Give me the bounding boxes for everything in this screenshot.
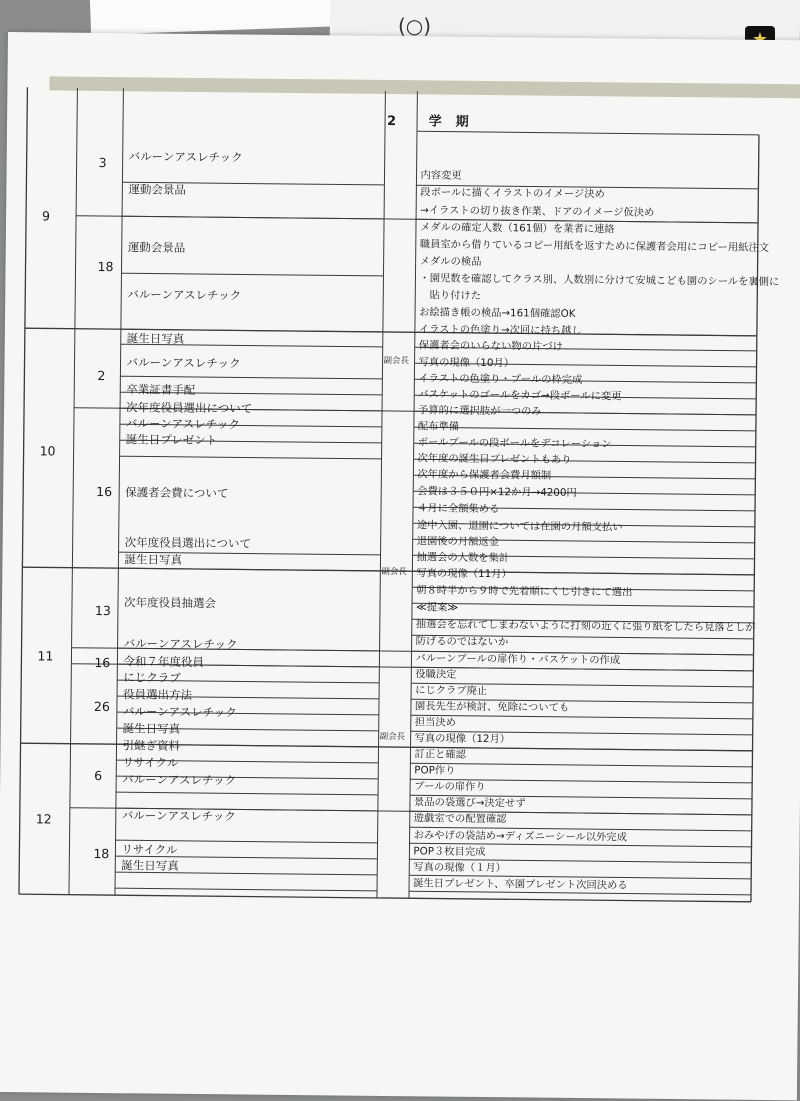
topic-row-line xyxy=(120,376,382,379)
note-row-line xyxy=(412,603,754,607)
topic-cell: バルーンアスレチック xyxy=(126,355,241,371)
note-row-line xyxy=(409,891,751,895)
topic-cell: にじクラブ xyxy=(123,670,181,685)
topic-cell: 卒業証書手配 xyxy=(126,382,196,397)
note-cell: イラストの色塗り→次回に持ち越し xyxy=(418,323,582,338)
note-cell: 担当決め xyxy=(414,716,457,729)
role-tag: 副会長 xyxy=(381,566,407,578)
topic-row-line xyxy=(122,216,384,219)
topic-cell: バルーンアスレチック xyxy=(125,416,240,432)
note-cell: POP作り xyxy=(414,764,456,777)
note-cell: 抽選会の人数を集計 xyxy=(416,551,510,565)
note-cell: にじクラブ廃止 xyxy=(415,684,488,698)
day-label: 18 xyxy=(97,258,114,275)
topic-row-line xyxy=(118,568,380,571)
topic-row-line xyxy=(115,888,377,891)
note-cell: プールの扉作り xyxy=(414,780,486,794)
note-cell: 貼り付けた xyxy=(419,289,482,302)
note-cell: 抽選会を忘れてしまわないように打刻の近くに張り紙をしたら見落としが xyxy=(415,618,756,634)
note-row-line xyxy=(414,427,756,431)
day-label: 16 xyxy=(94,654,111,671)
role-column-line xyxy=(409,91,417,898)
topic-cell: 運動会景品 xyxy=(128,182,186,197)
day-label: 6 xyxy=(94,767,103,784)
note-cell: メダルの確定人数（161個）を業者に連絡 xyxy=(419,221,615,236)
note-cell: お絵描き帳の検品→161個確認OK xyxy=(419,306,576,320)
note-cell: ４月に全額集める xyxy=(416,502,500,516)
day-label: 26 xyxy=(93,698,110,715)
topic-cell: 誕生日プレゼント xyxy=(125,432,218,448)
note-cell: 写真の現像（12月） xyxy=(414,732,511,746)
note-cell: 役職決定 xyxy=(415,668,457,681)
month-label: 10 xyxy=(39,443,56,459)
note-cell: 職員室から借りているコピー用紙を返すために保護者会用にコピー用紙注文 xyxy=(419,238,770,254)
topic-cell: リサイクル xyxy=(121,842,178,857)
table-border-bottom xyxy=(19,894,751,902)
note-cell: メダルの検品 xyxy=(419,255,482,268)
role-tag: 副会長 xyxy=(379,731,406,743)
topic-cell: 保護者会費について xyxy=(125,485,229,501)
topic-cell: 誕生日写真 xyxy=(126,331,185,346)
topic-cell: リサイクル xyxy=(122,755,179,770)
note-cell: 園長先生が検討、免除についても xyxy=(414,700,570,714)
topic-cell: バルーンアスレチック xyxy=(122,772,237,788)
topic-column-line xyxy=(377,91,385,898)
note-cell: バスケットのゴールをカゴ→段ボールに変更 xyxy=(418,388,622,403)
topic-cell: バルーンアスレチック xyxy=(121,808,236,824)
month-label: 12 xyxy=(35,811,52,827)
note-cell: バルーンプールの扉作り・バスケットの作成 xyxy=(415,652,621,667)
schedule-document xyxy=(0,32,800,1100)
topic-cell: 誕生日写真 xyxy=(122,721,181,736)
note-cell: 会費は３５０円×12か月→4200円 xyxy=(417,485,577,499)
note-cell: ・園児数を確認してクラス別、人数別に分けて安城こども園のシールを裏側に xyxy=(419,272,780,289)
table-border-left xyxy=(19,87,27,894)
note-cell: →イラストの切り抜き作業、ドアのイメージ仮決め xyxy=(420,204,655,219)
underlying-sheet xyxy=(89,0,371,35)
schedule-table xyxy=(0,32,800,1040)
note-cell: おみやげの袋詰め→ディズニーシール以外完成 xyxy=(413,829,628,844)
note-cell: 防げるのではないか xyxy=(415,635,509,649)
topic-row-line xyxy=(120,456,382,459)
notes-header-line xyxy=(417,131,759,135)
note-cell: 誕生日プレゼント、卒園プレゼント次回決める xyxy=(413,877,628,892)
topic-cell: 令和７年度役員 xyxy=(123,654,204,670)
note-cell: 写真の現像（１月） xyxy=(413,861,507,875)
month-label: 9 xyxy=(41,208,51,224)
underlying-sheet-mark: (○) xyxy=(398,14,432,38)
topic-cell: 次年度役員選出について xyxy=(126,400,253,416)
note-cell: POP３枚目完成 xyxy=(413,845,486,859)
topic-cell: バルーンアスレチック xyxy=(127,287,242,303)
note-cell: 保護者会のいらない物の片づけ xyxy=(418,339,563,353)
day-label: 16 xyxy=(96,483,113,500)
topic-cell: 引継ぎ資料 xyxy=(122,738,181,753)
note-cell: 景品の袋選び→決定せず xyxy=(413,796,526,810)
day-label: 2 xyxy=(97,367,106,384)
day-label: 13 xyxy=(94,602,111,619)
topic-cell: 次年度役員抽選会 xyxy=(123,595,217,611)
note-cell: 写真の現像（10月） xyxy=(418,356,515,370)
note-cell: 朝８時半から９時で先着順にくじ引きにて選出 xyxy=(416,584,633,599)
topic-cell: 役員選出方法 xyxy=(122,687,193,702)
note-cell: 途中入園、退園については在園の月額支払い xyxy=(416,519,623,534)
topic-cell: 次年度役員選出について xyxy=(124,535,252,551)
day-label: 3 xyxy=(98,154,107,171)
topic-cell: 運動会景品 xyxy=(127,240,186,255)
day-label: 18 xyxy=(93,845,110,862)
note-cell: 段ボールに描くイラストのイメージ決め xyxy=(420,186,605,201)
month-column-line xyxy=(69,88,77,895)
note-cell: 退園後の月額返金 xyxy=(416,535,500,549)
topic-cell: 誕生日写真 xyxy=(124,552,183,567)
note-cell: 配布準備 xyxy=(417,420,460,433)
note-cell: 予算的に選択肢が一つのみ xyxy=(417,404,542,418)
note-cell: 次年度の誕生日プレゼントもあり xyxy=(417,452,572,466)
note-cell: ≪提案≫ xyxy=(415,601,459,614)
topic-cell: バルーンアスレチック xyxy=(123,636,238,652)
note-row-line xyxy=(411,667,753,671)
note-cell: 訂正と確認 xyxy=(414,748,467,761)
topic-cell: バルーンアスレチック xyxy=(128,149,243,165)
role-tag: 副会長 xyxy=(383,355,410,367)
note-row-line xyxy=(410,763,752,767)
note-cell: 次年度から保護者会費月額制 xyxy=(417,468,552,482)
note-cell: 写真の現像（11月） xyxy=(416,567,512,581)
topic-cell: 誕生日写真 xyxy=(121,858,179,873)
note-cell: 内容変更 xyxy=(420,169,462,182)
semester-title: 2 学期 xyxy=(387,113,483,130)
note-cell: 遊戯室での配置確認 xyxy=(413,812,507,826)
topic-cell: バルーンアスレチック xyxy=(122,704,237,720)
topic-row-line xyxy=(116,792,378,795)
topic-row-line xyxy=(121,273,383,276)
note-cell: ボールプールの段ボールをデコレーション xyxy=(417,436,612,451)
note-row-line xyxy=(411,715,753,719)
note-cell: イラストの色塗り・プールの枠完成 xyxy=(418,372,583,387)
month-label: 11 xyxy=(37,648,54,664)
